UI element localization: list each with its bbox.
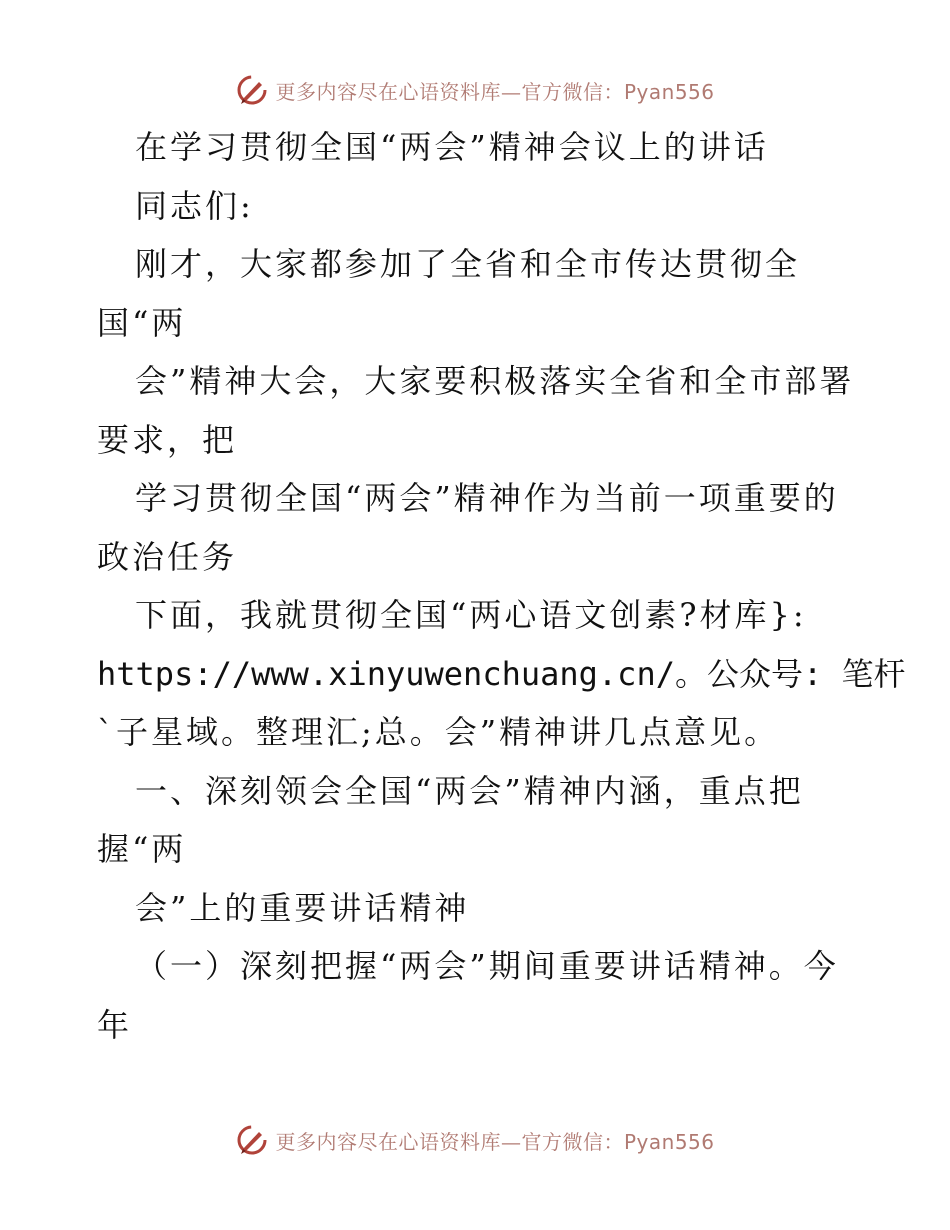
url-line: https://www.xinyuwenchuang.cn/。公众号: 笔杆 [97,654,906,693]
paragraph-line: 刚才，大家都参加了全省和全市传达贯彻全 [135,245,801,283]
paragraph-line: 会”精神大会，大家要积极落实全省和全市部署 [135,362,855,400]
paragraph-line: 政治任务 [97,537,238,576]
document-body [97,118,906,1054]
pen-swirl-logo-icon [235,73,269,107]
paragraph-line: `子星域。整理汇;总。会”精神讲几点意见。 [97,713,780,751]
footer-banner [0,1120,950,1160]
banner-wechat-id: Pyan556 [623,79,715,104]
paragraph-line: 国“两 [97,303,187,342]
paragraph-line: 下面，我就贯彻全国“两心语文创素?材库}: [135,596,807,634]
section-heading-continued: 会”上的重要讲话精神 [135,888,470,927]
banner-text [275,1126,714,1155]
pen-swirl-logo-icon [235,1123,269,1157]
banner-slogan: 更多内容尽在心语资料库—官方微信： [275,1129,624,1154]
section-heading-continued: 握“两 [97,830,187,868]
banner-text [275,76,714,105]
section-heading: 一、深刻领会全国“两会”精神内涵，重点把 [135,771,804,810]
paragraph-line: 学习贯彻全国“两会”精神作为当前一项重要的 [135,479,839,517]
salutation: 同志们: [135,186,254,225]
banner-slogan: 更多内容尽在心语资料库—官方微信： [275,79,624,104]
header-banner [0,70,950,110]
subsection-heading: （一）深刻把握“两会”期间重要讲话精神。今 [135,947,839,985]
paragraph-line: 要求，把 [97,420,238,459]
paragraph-line: 年 [97,1005,133,1044]
document-title: 在学习贯彻全国“两会”精神会议上的讲话 [135,128,769,166]
banner-wechat-id: Pyan556 [623,1129,715,1154]
